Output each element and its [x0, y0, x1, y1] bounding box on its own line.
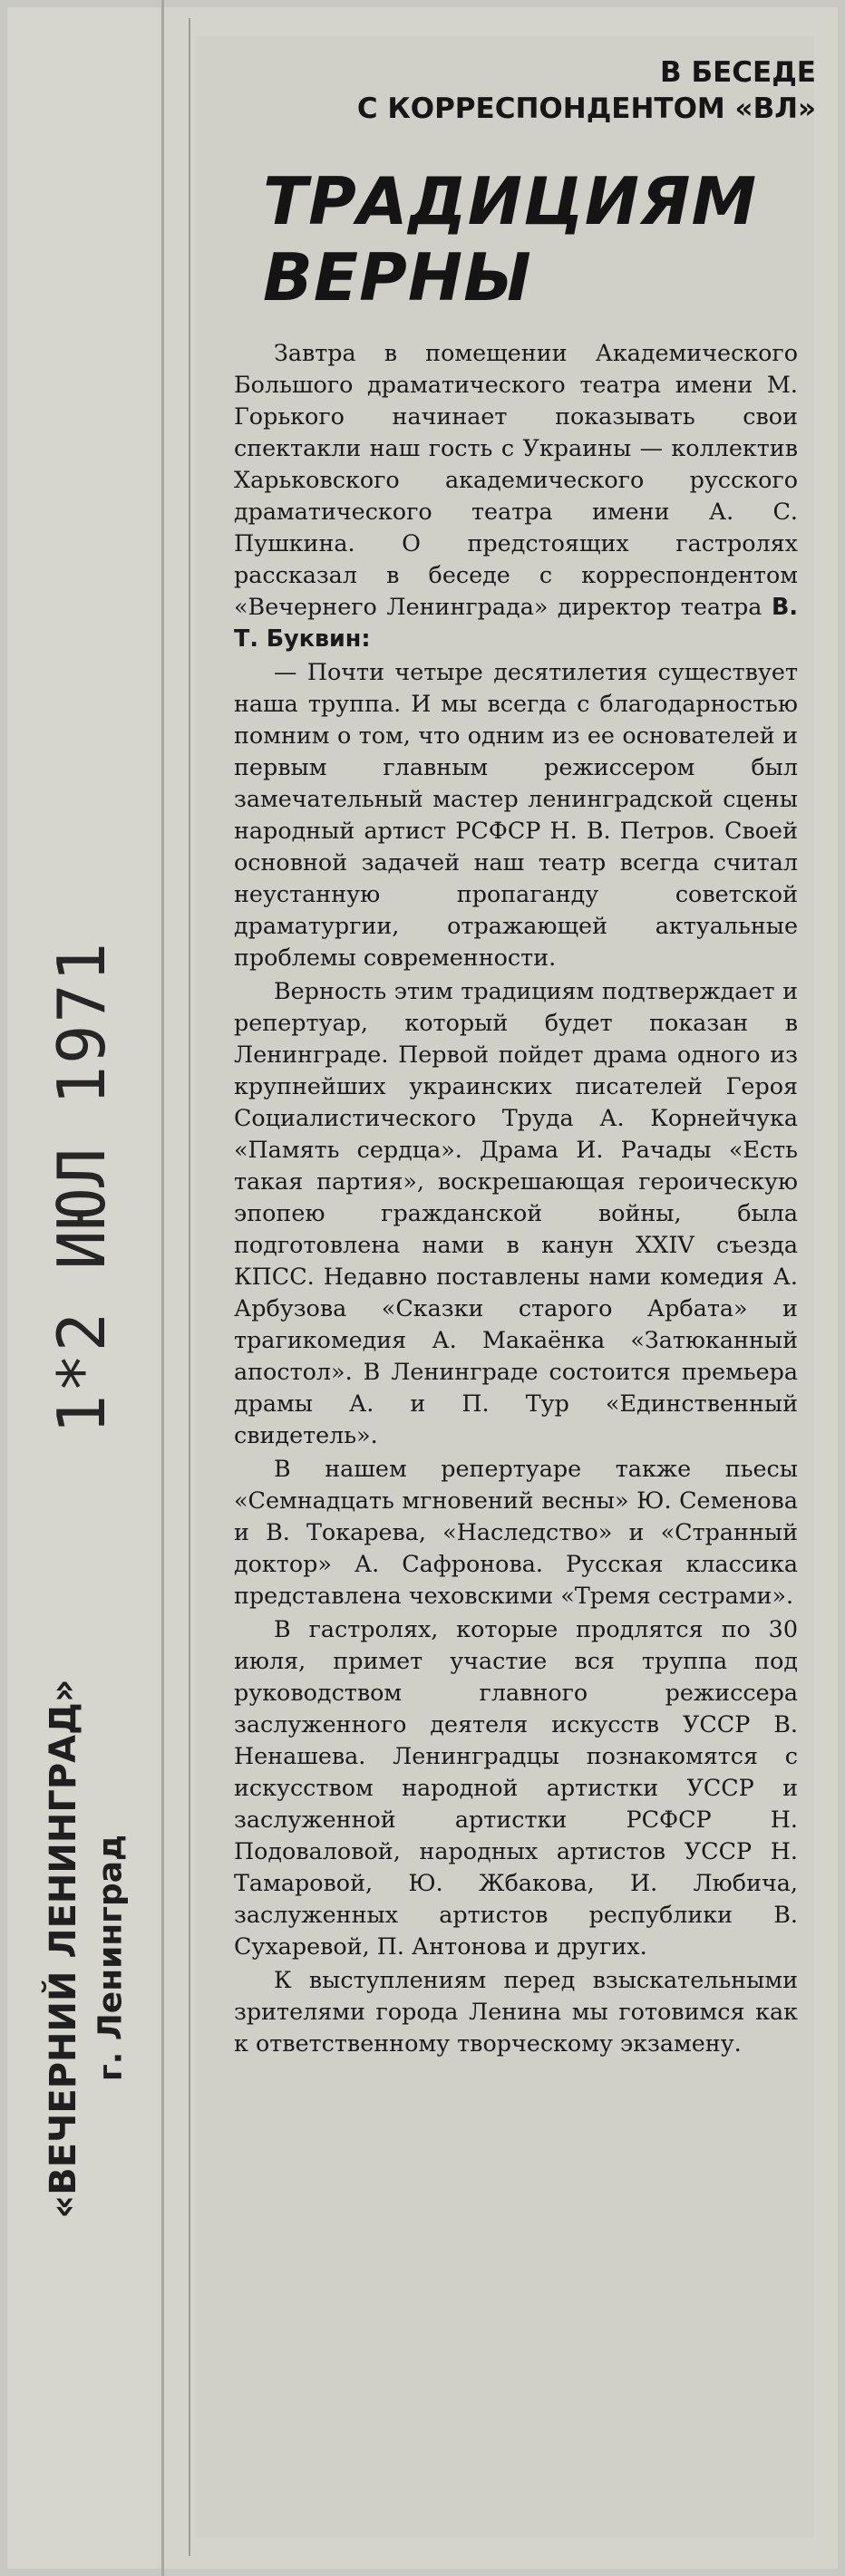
article-paragraph: В нашем репертуаре также пьесы «Семнадцать мгновений весны» Ю. Семенова и В. Токарева, «Наследство» и «Странный доктор» А. Сафронова. Русская классика представлена чеховскими «Тремя сестрами». [234, 1455, 798, 1609]
source-city-text: г. Ленинград [92, 1834, 130, 2082]
clipping-edge [189, 18, 190, 2556]
headline-line-2: ВЕРНЫ [263, 239, 532, 315]
date-stamp [27, 940, 136, 1435]
director-name: В. Т. Буквин: [234, 593, 798, 652]
rubric-line-2: С КОРРЕСПОНДЕНТОМ «ВЛ» [356, 92, 816, 125]
article-body [234, 337, 798, 2061]
date-stamp-text: 1*2 ИЮЛ 1971 [44, 940, 120, 1435]
newspaper-name: «ВЕЧЕРНИЙ ЛЕНИНГРАД» [43, 1679, 84, 2219]
article-intro [234, 337, 798, 654]
headline [263, 163, 757, 315]
intro-text: Завтра в помещении Академического Большого драматического театра имени М. Горького начинает показывать свои спектакли наш гость с Украины — коллектив Харьковского академического русского драматического театра имени А. С. Пушкина. О предстоящих гастролях рассказал в беседе с корреспондентом «Вечернего Ленинграда» директор театра [234, 339, 798, 620]
source-city [83, 1704, 138, 2212]
article-paragraph: В гастролях, которые продлятся по 30 июля, примет участие вся труппа под руководством главного режиссера заслуженного деятеля искусств УССР В. Ненашева. Ленинградцы познакомятся с искусством народной артистки УССР и заслуженной артистки РСФСР Н. Подоваловой, народных артистов УССР Н. Тамаровой, Ю. Жбакова, И. Любича, заслуженных артистов республики В. Сухаревой, П. Антонова и других. [234, 1615, 798, 1960]
headline-line-1: ТРАДИЦИЯМ [263, 163, 758, 239]
article-paragraph: — Почти четыре десятилетия существует наша труппа. И мы всегда с благодарностью помним о том, что одним из ее основателей и первым главным режиссером был замечательный мастер ленинградской сцены народный артист РСФСР Н. В. Петров. Своей основной задачей наш театр всегда считал неустанную пропаганду советской драматургии, отражающей актуальные проблемы современности. [234, 658, 798, 971]
rubric [357, 54, 816, 127]
article-paragraph: Верность этим традициям подтверждает и репертуар, который будет показан в Ленинграде. Первой пойдет драма одного из крупнейших украинских писателей Героя Социалистического Труда А. Корнейчука «Память сердца». Драма И. Рачады «Есть такая партия», воскрешающая героическую эпопею гражданской войны, была подготовлена нами в канун XXIV съезда КПСС. Недавно поставлены нами комедия А. Арбузова «Сказки старого Арбата» и трагикомедия А. Макаёнка «Затюканный апостол». В Ленинграде состоится премьера драмы А. и П. Тур «Единственный свидетель». [234, 977, 798, 1448]
article-paragraph: К выступлениям перед взыскательными зрителями города Ленина мы готовимся как к ответственному творческому экзамену. [234, 1966, 798, 2057]
rubric-line-1: В БЕСЕДЕ [660, 56, 816, 89]
